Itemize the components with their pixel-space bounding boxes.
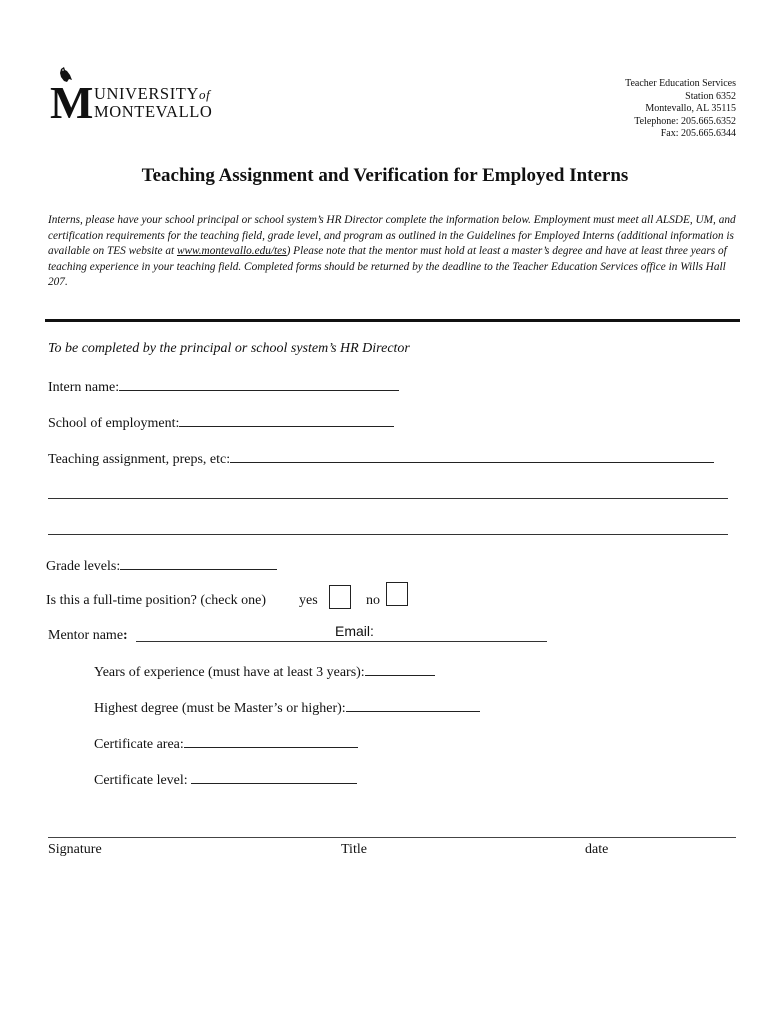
date-label: date <box>585 842 609 857</box>
cert-area-field[interactable] <box>184 734 358 748</box>
instructions-paragraph: Interns, please have your school principal or school system’s HR Director complete the information below. Employment must meet all ALSDE, UM, and certification requirements for the teaching field, grade level, and program as outlined in the Guidelines for Employed Interns (additional information is available on TES website at www.montevallo.edu/tes) Please note that the mentor must hold at least a master’s degree and have at least three years of teaching experience in your teaching field. Completed forms should be returned by the deadline to the Teacher Education Services office in Wills Hall 207. <box>48 214 736 289</box>
address-line: Teacher Education Services <box>625 78 736 89</box>
no-checkbox[interactable] <box>386 582 408 606</box>
grade-levels-row <box>46 556 277 576</box>
years-field[interactable] <box>365 662 435 676</box>
university-logo <box>50 66 250 126</box>
cert-area-row <box>94 734 358 754</box>
teaching-assignment-line-2[interactable] <box>48 498 728 499</box>
full-time-question: Is this a full-time position? (check one) <box>46 593 267 608</box>
years-label: Years of experience (must have at least 3 years): <box>94 665 365 680</box>
teaching-assignment-row <box>48 449 714 469</box>
email-label: Email: <box>335 623 374 639</box>
school-label: School of employment: <box>48 416 180 431</box>
intern-name-field[interactable] <box>119 377 399 391</box>
logo-text-university: UNIVERSITYof <box>94 84 211 103</box>
mentor-name-field[interactable] <box>136 641 547 642</box>
grade-levels-field[interactable] <box>120 556 277 570</box>
intern-name-label: Intern name: <box>48 380 120 395</box>
title-label: Title <box>341 842 367 857</box>
degree-label: Highest degree (must be Master’s or higher): <box>94 701 346 716</box>
school-field[interactable] <box>179 413 394 427</box>
teaching-assignment-line-3[interactable] <box>48 534 728 535</box>
yes-checkbox[interactable] <box>329 585 351 609</box>
document-title: Teaching Assignment and Verification for Employed Interns <box>141 165 629 186</box>
cert-level-field[interactable] <box>191 770 357 784</box>
intern-name-row <box>48 377 399 397</box>
grade-levels-label: Grade levels: <box>46 559 121 574</box>
logo-text-montevallo: MONTEVALLO <box>94 102 213 121</box>
yes-label: yes <box>299 593 318 608</box>
school-row <box>48 413 394 433</box>
cert-level-label: Certificate level: <box>94 773 192 788</box>
degree-row <box>94 698 480 718</box>
no-label: no <box>366 593 380 608</box>
office-address <box>625 78 736 141</box>
section-divider <box>45 319 740 322</box>
address-line: Station 6352 <box>685 90 736 102</box>
cert-level-row <box>94 770 357 790</box>
teaching-assignment-label: Teaching assignment, preps, etc: <box>48 452 231 467</box>
address-line: Telephone: 205.665.6352 <box>634 115 736 127</box>
signature-line[interactable] <box>48 837 736 838</box>
tes-website-link[interactable]: www.montevallo.edu/tes <box>176 245 287 258</box>
address-line: Fax: 205.665.6344 <box>660 128 736 140</box>
teaching-assignment-field[interactable] <box>230 449 714 463</box>
logo-letter: M <box>50 77 93 128</box>
section-subtitle: To be completed by the principal or school system’s HR Director <box>48 341 410 356</box>
cert-area-label: Certificate area: <box>94 737 184 752</box>
degree-field[interactable] <box>346 698 480 712</box>
years-row <box>94 662 435 682</box>
mentor-name-label: Mentor name: <box>48 628 128 643</box>
signature-label: Signature <box>48 842 102 857</box>
address-line: Montevallo, AL 35115 <box>645 103 736 115</box>
